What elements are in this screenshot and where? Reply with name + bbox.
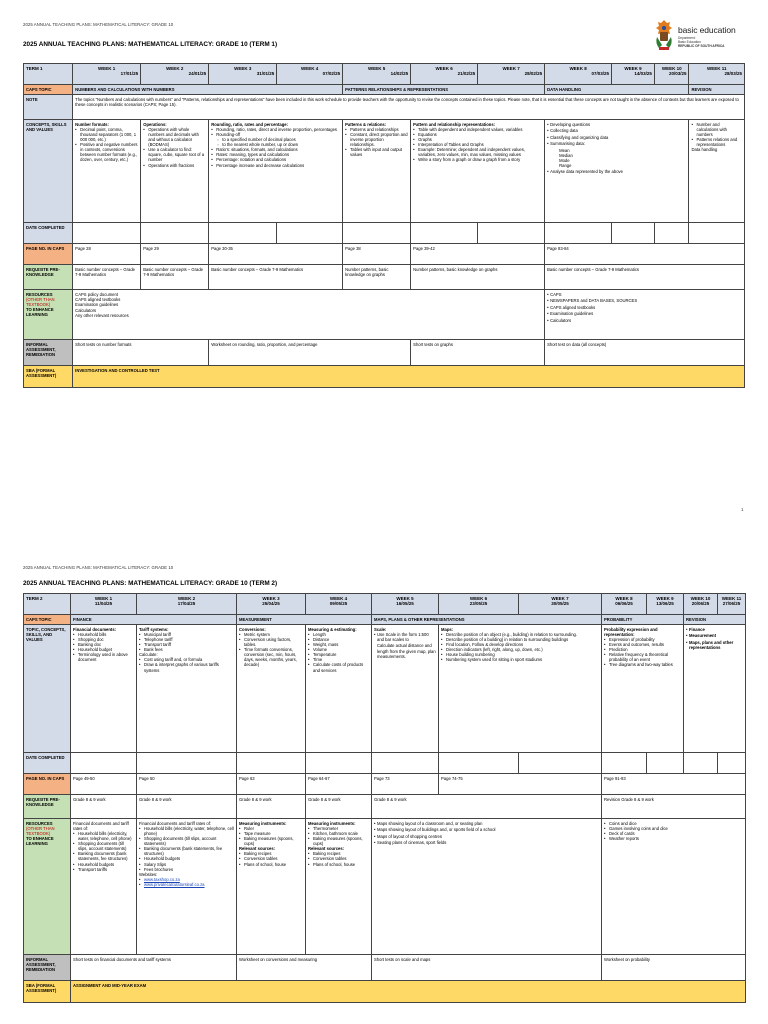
- week-header: WEEK 5 14/02/25: [343, 64, 411, 85]
- running-header: 2025 ANNUAL TEACHING PLANS: MATHEMATICAL LITERACY: GRADE 10: [23, 22, 174, 27]
- note-text: The topics “Numbers and calculations with numbers” and “Patterns, relationships and representations” have been included in this work schedule to provide teachers with the opportunity to revise the concepts contained in these topics. Please note, that it is essential that these concepts are not taught in the absence of contexts but that learners are exposed to these concepts in realistic scenarios (CAPS; Page 15).: [73, 95, 745, 120]
- week-header: WEEK 2 17/04/25: [137, 594, 237, 615]
- sba-cell: INVESTIGATION AND CONTROLLED TEST: [73, 366, 745, 388]
- concept-cell: Measuring & estimating: • Length • Distance • Weight, mass • Volume • Temperature • Time • Calculate costs of products and services: [306, 625, 372, 753]
- week-header: WEEK 2 24/01/25: [141, 64, 209, 85]
- page-title: 2025 ANNUAL TEACHING PLANS: MATHEMATICAL LITERACY: GRADE 10 (TERM 2): [23, 580, 278, 587]
- page-number: 1: [741, 507, 744, 512]
- caps-topic-cell: REVISION: [689, 85, 745, 95]
- resources-cell: Financial documents and tariff rates of: • Household bills (electricity, water, telephone, cell phone) • Shopping documents (till slips, account statements) • Banking documents (bank statements, fee structures) • Household budgets • Salary Slips • Fees brochures Websites: • www.taxshop.co.za • www.privatecalculatorsleaf.co.za: [137, 819, 237, 955]
- concept-cell: Patterns & relations: • Patterns and relationships • Constant, direct proportion and inverse proportion relationships. • Tables with input and output values: [343, 120, 411, 223]
- week-header: WEEK 3 25/04/25: [237, 594, 306, 615]
- week-header: WEEK 9 14/03/25: [612, 64, 655, 85]
- dbe-logo: [654, 19, 750, 55]
- caps-topic-row: CAPS TOPIC NUMBERS AND CALCULATIONS WITH NUMBERS PATTERNS RELATIONSHIPS & REPRESENTATIONS DATA HANDLING REVISION: [24, 85, 745, 95]
- resources-cell: Financial documents and tariff rates of: • Household bills (electricity, water, telephone, cell phone) • Shopping documents (till slips, account statements) • Banking documents (bank statements, fee structures) • Household budgets • Transport tariffs: [71, 819, 137, 955]
- week-header: WEEK 9 13/06/25: [647, 594, 684, 615]
- page-title: 2025 ANNUAL TEACHING PLANS: MATHEMATICAL LITERACY: GRADE 10 (TERM 1): [23, 41, 278, 48]
- logo-line1: Department:: [678, 36, 696, 40]
- concept-cell: Financial documents: • Household bills • Shopping doc • Banking doc • Household budget • Terminology used in above document: [71, 625, 137, 753]
- week-header: WEEK 10 20/03/25: [654, 64, 689, 85]
- week-header: WEEK 7 30/05/25: [519, 594, 602, 615]
- requisite-row: REQUISITE PRE-KNOWLEDGE Grade 8 & 9 work Grade 8 & 9 work Grade 8 & 9 work Grade 8 & 9 work Grade 8 & 9 work Revision Grade 8 & 9 work: [24, 795, 746, 819]
- week-header: WEEK 4 09/05/25: [306, 594, 372, 615]
- week-header: WEEK 6 21/02/25: [411, 64, 478, 85]
- week-header: WEEK 1 17/01/25: [73, 64, 141, 85]
- resources-row: RESOURCES (OTHER THAN TEXTBOOK) TO ENHANCE LEARNING CAPS policy document CAPS aligned textbooks Examination guidelines Calculators Any other relevant resources • CAPS • NEWSPAPERS and DATA BASES, SOURCES • CAPS aligned textbooks • Examination guidelines • Calculators: [24, 290, 745, 340]
- concept-cell: • Developing questions • Collecting data • Classifying and organizing data • Summarising data: Mean Median Mode Range • Analyse data represented by the above: [545, 120, 689, 223]
- coat-of-arms-icon: [654, 19, 674, 53]
- week-header: WEEK 6 23/05/25: [439, 594, 519, 615]
- week-header: WEEK 11 28/03/25: [689, 64, 745, 85]
- week-header: WEEK 1 11/04/25: [71, 594, 137, 615]
- term2-week-header-row: TERM 2 WEEK 1 11/04/25 WEEK 2 17/04/25 WEEK 3 25/04/25 WEEK 4 09/05/25 WEEK 5 16/05/25 WEEK 6 23/05/25 WEEK 7 30/05/25 WEEK 8 06/06/25 WEEK 9 13/06/25 WEEK 10 20/06/25 WEEK 11 27/06/25: [24, 594, 746, 615]
- sba-cell: ASSIGNMENT AND MID-YEAR EXAM: [71, 981, 746, 1003]
- resources-cell: • Maps showing layout of a classroom and, or seating plan • Maps showing layout of buildings and, or sports field of a school • Maps of layout of shopping centres • Seating plans of cinemas, sport fields: [372, 819, 602, 955]
- term1-week-header-row: [24, 64, 745, 85]
- caps-topic-cell: NUMBERS AND CALCULATIONS WITH NUMBERS: [73, 85, 343, 95]
- logo-brand: basic education: [678, 25, 736, 35]
- week-header: WEEK 8 06/06/25: [602, 594, 647, 615]
- week-header: WEEK 7 28/02/25: [478, 64, 545, 85]
- concept-cell: Scale: • Use Scale in the form 1:500 and bar scales to Calculate actual distance and length from the given map, plan measurements.: [372, 625, 439, 753]
- resources-cell: • CAPS • NEWSPAPERS and DATA BASES, SOURCES • CAPS aligned textbooks • Examination guidelines • Calculators: [545, 290, 745, 340]
- resources-cell: Measuring instruments: • Ruler • Tape measure • Baking measures (spoons, cups) Relevant sources: • Baking recipes • Conversion tables • Plans of school, house: [237, 819, 306, 955]
- date-completed-row: DATE COMPLETED: [24, 753, 746, 774]
- page-no-row: PAGE NO. IN CAPS Page 28 Page 29 Page 30-35 Page 38 Page 39-42 Page 83-84: [24, 244, 745, 265]
- week-header: WEEK 5 16/05/25: [372, 594, 439, 615]
- logo-line2: Basic Education: [678, 40, 701, 44]
- date-completed-row: DATE COMPLETED: [24, 223, 745, 244]
- caps-topic-cell: PATTERNS RELATIONSHIPS & REPRESENTATIONS: [343, 85, 545, 95]
- running-header: 2025 ANNUAL TEACHING PLANS: MATHEMATICAL LITERACY: GRADE 10: [23, 565, 174, 570]
- requisite-row: REQUISITE PRE-KNOWLEDGE Basic number concepts – Grade 7-9 Mathematics Basic number concepts – Grade 7-9 Mathematics Basic number concepts – Grade 7-9 Mathematics Number patterns, basic knowledge on graphs Number patterns, basic knowledge on graphs Basic number concepts – Grade 7-9 Mathematics: [24, 265, 745, 290]
- logo-line3: REPUBLIC OF SOUTH AFRICA: [678, 44, 725, 48]
- concept-cell: Rounding, ratio, rates and percentage: • Rounding, ratio, rates, direct and inverse proportion, percentages • Rounding-off ◦ to a specified number of decimal places ◦ to the nearest whole number, up or down • Ratio’s: situations, formats, and calculations • Rates: meaning, types and calculations • Percentage: notation and calculations • Percentage increase and decrease calculations: [209, 120, 343, 223]
- term1-table: [23, 63, 745, 388]
- informal-row: INFORMAL ASSESSMENT, REMEDIATION Short tests on number formats Worksheet on rounding, ratio, proportion, and percentage Short tests on graphs Short test on data (all concepts): [24, 340, 745, 366]
- concept-cell: Conversions: • Metric system • Conversion using factors, tables. • Time formats conversions, conversion (sec, min, hours, days, weeks, months, years, decade): [237, 625, 306, 753]
- note-row: NOTE The topics “Numbers and calculations with numbers” and “Patterns, relationships and representations” have been included in this work schedule to provide teachers with the opportunity to revise the concepts contained in these topics. Please note, that it is essential that these concepts are not taught in the absence of contexts but that learners are exposed to these concepts in realistic scenarios (CAPS; Page 15).: [24, 95, 745, 120]
- concepts-row: TOPIC, CONCEPTS, SKILLS, AND VALUES Financial documents: • Household bills • Shopping doc • Banking doc • Household budget • Terminology used in above document Tariff systems: • Municipal tariff • Telephone tariff • Transport tariff • Bank fees Calculate: • Cost using tariff and, or formula • Draw & interpret graphs of various tariffs systems Conversions: • Metric system • Conversion using factors, tables. • Time formats conversions, conversion (sec, min, hours, days, weeks, months, years, decade) Measuring & estimating: • Length • Distance • Weight, mass • Volume • Temperature • Time • Calculate costs of products and services Scale: • Use Scale in the form 1:500 and bar scales to Calculate actual distance and length from the given map, plan measurements. Maps: • Describe position of an object (e.g., building) in relation to surrounding. • Describe position of a building) in relation to surrounding buildings • Find location, Follow & develop directions • Direction indicators (left, right, along, up, down, etc.) • House building numbering • Numbering system used for sitting in sport stadiums Probability expression and representation: • Expression of probability • Events and outcomes, results • Prediction • Relative frequency & theoretical probability of an event • Tree diagrams and two-way tables • Finance • Measurement • Maps, plans and other representations: [24, 625, 746, 753]
- concept-cell: Pattern and relationship representations: • Table with dependent and independent values, variables • Equations • Graphs • Interpretation of Tables and Graphs • Example: Determine; dependent and independent values, variables, zero values, min, max values, missing values • Write a story from a graph or draw a graph from a story: [411, 120, 545, 223]
- website-link[interactable]: www.privatecalculatorsleaf.co.za: [144, 882, 205, 887]
- week-header: WEEK 11 27/06/25: [718, 594, 746, 615]
- week-header: WEEK 8 07/03/25: [545, 64, 612, 85]
- concept-cell: Tariff systems: • Municipal tariff • Telephone tariff • Transport tariff • Bank fees Calculate: • Cost using tariff and, or formula • Draw & interpret graphs of various tariffs systems: [137, 625, 237, 753]
- resources-cell: • Coins and dice • Games involving coins and dice • Deck of cards • Weather reports: [602, 819, 746, 955]
- sba-row: SBA (FORMAL ASSESSMENT) ASSIGNMENT AND MID-YEAR EXAM: [24, 981, 746, 1003]
- caps-topic-row: CAPS TOPIC FINANCE MEASUREMENT MAPS, PLANS & OTHER REPRESENTATIONS PROBABILITY REVISION: [24, 615, 746, 625]
- concepts-row: CONCEPTS, SKILLS AND VALUES Number formats: • Decimal point, comma, thousand separators (1 000, 1 000 000, etc.) • Positive and negative numbers in contexts, conversions between number formats (e.g., dozen, over, century, etc.) Operations: • Operations with whole numbers and decimals with and without a calculator (BODMAS) • Use a calculator to find: square, cube, square root of a number • Operations with fractions Rounding, ratio, rates and percentage: • Rounding, ratio, rates, direct and inverse proportion, percentages • Rounding-off ◦ to a specified number of decimal places ◦ to the nearest whole number, up or down • Ratio’s: situations, formats, and calculations • Rates: meaning, types and calculations • Percentage: notation and calculations • Percentage increase and decrease calculations Patterns & relations: • Patterns and relationships • Constant, direct proportion and inverse proportion relationships. • Tables with input and output values Pattern and relationship representations: • Table with dependent and independent values, variables • Equations • Graphs • Interpretation of Tables and Graphs • Example: Determine; dependent and independent values, variables, zero values, min, max values, missing values • Write a story from a graph or draw a graph from a story • Developing questions • Collecting data • Classifying and organizing data • Summarising data: Mean Median Mode Range • Analyse data represented by the above • Number and calculations with numbers • Patterns relations and representations Data handling: [24, 120, 745, 223]
- resources-cell: Measuring instruments: • Thermometer • Kitchen, bathroom scale • Baking measures (spoons, cups) Relevant sources: • Baking recipes • Conversion tables • Plans of school, house: [306, 819, 372, 955]
- website-link[interactable]: www.taxshop.co.za: [144, 876, 180, 882]
- concept-cell: Maps: • Describe position of an object (e.g., building) in relation to surrounding. • Describe position of a building) in relation to surrounding buildings • Find location, Follow & develop directions • Direction indicators (left, right, along, up, down, etc.) • House building numbering • Numbering system used for sitting in sport stadiums: [439, 625, 602, 753]
- term2-table: [23, 593, 746, 1003]
- informal-row: INFORMAL ASSESSMENT, REMEDIATION Short tests on financial documents and tariff systems Worksheet on conversions and measuring Short tests on scale and maps Worksheet on probability: [24, 955, 746, 981]
- sba-row: SBA (FORMAL ASSESSMENT) INVESTIGATION AND CONTROLLED TEST: [24, 366, 745, 388]
- week-header: WEEK 10 20/06/25: [684, 594, 718, 615]
- concept-cell: Probability expression and representation: • Expression of probability • Events and outcomes, results • Prediction • Relative frequency & theoretical probability of an event • Tree diagrams and two-way tables: [602, 625, 684, 753]
- concept-cell: • Number and calculations with numbers • Patterns relations and representations Data handling: [689, 120, 745, 223]
- term-label: TERM 1: [24, 64, 73, 85]
- resources-cell: CAPS policy document CAPS aligned textbooks Examination guidelines Calculators Any other relevant resources: [73, 290, 545, 340]
- concept-cell: Number formats: • Decimal point, comma, thousand separators (1 000, 1 000 000, etc.) • Positive and negative numbers in contexts, conversions between number formats (e.g., dozen, over, century, etc.): [73, 120, 141, 223]
- page-no-row: PAGE NO. IN CAPS Page 49-50 Page 50 Page 63 Page 64-67 Page 73 Page 74-75 Page 91-93: [24, 774, 746, 795]
- week-header: WEEK 4 07/02/25: [277, 64, 343, 85]
- caps-topic-cell: DATA HANDLING: [545, 85, 689, 95]
- week-header: WEEK 3 31/01/25: [209, 64, 277, 85]
- concept-cell: • Finance • Measurement • Maps, plans and other representations: [684, 625, 746, 753]
- concept-cell: Operations: • Operations with whole numbers and decimals with and without a calculator (BODMAS) • Use a calculator to find: square, cube, square root of a number • Operations with fractions: [141, 120, 209, 223]
- resources-row: RESOURCES (OTHER THAN TEXTBOOK) TO ENHANCE LEARNING Financial documents and tariff rates of: • Household bills (electricity, water, telephone, cell phone) • Shopping documents (till slips, account statements) • Banking documents (bank statements, fee structures) • Household budgets • Transport tariffs Financial documents and tariff rates of: • Household bills (electricity, water, telephone, cell phone) • Shopping documents (till slips, account statements) • Banking documents (bank statements, fee structures) • Household budgets • Salary Slips • Fees brochures Websites: • www.taxshop.co.za • www.privatecalculatorsleaf.co.za Measuring instruments: • Ruler • Tape measure • Baking measures (spoons, cups) Relevant sources: • Baking recipes • Conversion tables • Plans of school, house Measuring instruments: • Thermometer • Kitchen, bathroom scale • Baking measures (spoons, cups) Relevant sources: • Baking recipes • Conversion tables • Plans of school, house • Maps showing layout of a classroom and, or seating plan • Maps showing layout of buildings and, or sports field of a school • Maps of layout of shopping centres • Seating plans of cinemas, sport fields • Coins and dice • Games involving coins and dice • Deck of cards • Weather reports: [24, 819, 746, 955]
